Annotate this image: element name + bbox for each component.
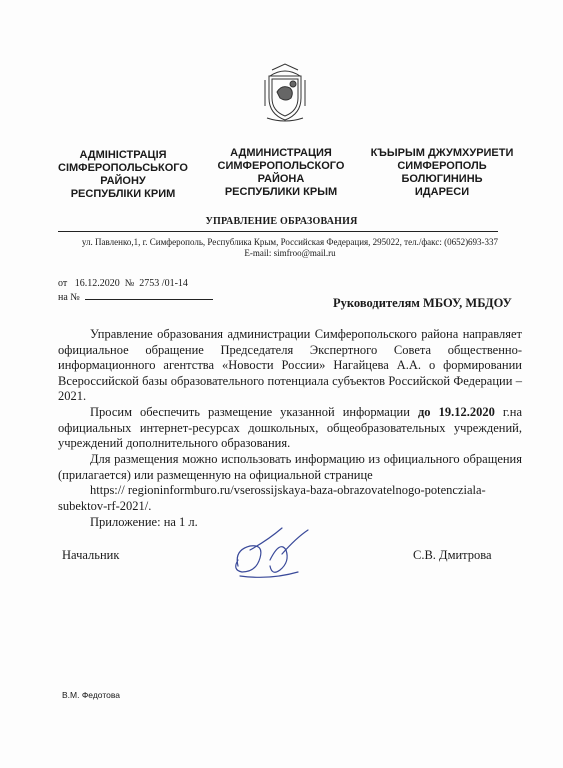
handwritten-signature-icon — [220, 520, 330, 586]
header-ua-line: СІМФЕРОПОЛЬСЬКОГО — [58, 162, 188, 174]
header-ua-line: АДМІНІСТРАЦІЯ — [79, 149, 167, 161]
url-block — [58, 483, 522, 514]
header-ukrainian — [48, 149, 198, 201]
paragraph-part: Просим обеспечить размещение указанной информации — [90, 405, 418, 419]
number-label: № — [124, 278, 135, 289]
header-divider — [58, 231, 498, 232]
header-crh-line: КЪЫРЫМ ДЖУМХУРИЕТИ — [370, 147, 514, 159]
deadline-date: до 19.12.2020 — [417, 405, 495, 419]
from-label: от — [58, 278, 68, 289]
header-ru-line: СИМФЕРОПОЛЬСКОГО — [217, 160, 345, 172]
header-crh-line: ИДАРЕСИ — [414, 186, 470, 198]
page-url-line-1: https:// regioninformburo.ru/vserossijskaya-baza-obrazovatelnogo-potencziala- — [90, 483, 486, 497]
department-title: УПРАВЛЕНИЕ ОБРАЗОВАНИЯ — [205, 216, 358, 227]
header-ua-line: РЕСПУБЛІКИ КРИМ — [70, 188, 176, 200]
header-ru-line: АДМИНИСТРАЦИЯ — [230, 147, 332, 159]
letter-number: 2753 /01-14 — [139, 278, 188, 289]
outgoing-reference — [58, 278, 188, 289]
body-paragraph-1 — [58, 327, 522, 405]
email-line: E-mail: simfroo@mail.ru — [244, 248, 336, 258]
body-paragraph-2 — [58, 405, 522, 452]
header-crh-line: СИМФЕРОПОЛЬ — [397, 160, 487, 172]
executor-name: В.М. Федотова — [62, 690, 121, 700]
incoming-reference — [58, 289, 213, 303]
header-ru-line: РЕСПУБЛИКИ КРЫМ — [224, 186, 338, 198]
paragraph-part: г.на официальных интернет-ресурсах дошкольных, общеобразовательных учреждений, учреждений дополнительного образования. — [58, 405, 522, 450]
paragraph-text — [58, 405, 522, 452]
letter-date: 16.12.2020 — [74, 278, 120, 289]
page-url-line-2: subektov-rf-2021/. — [58, 498, 152, 513]
header-crimean-tatar — [362, 147, 522, 199]
attachment-text: Приложение: на 1 л. — [90, 515, 198, 529]
signatory-name: С.В. Дмитрова — [413, 548, 492, 562]
on-number-label: на № — [58, 292, 80, 303]
header-crh-line: БОЛЮГИНИНЬ — [401, 173, 483, 185]
recipient: Руководителям МБОУ, МБДОУ — [333, 296, 512, 310]
header-ua-line: РАЙОНУ — [100, 175, 146, 187]
incoming-number-blank — [85, 289, 213, 300]
signatory-title: Начальник — [62, 548, 120, 562]
crimea-emblem-icon — [262, 62, 308, 124]
body-paragraph-3 — [58, 452, 522, 483]
header-ru-line: РАЙОНА — [257, 173, 305, 185]
header-russian — [206, 147, 356, 199]
paragraph-text: Для размещения можно использовать информацию из официального обращения (прилагается) или размещенную на официальной странице — [58, 452, 522, 482]
paragraph-text: Управление образования администрации Симферопольского района направляет официальное обращение Председателя Экспертного Совета общественно-информационного агентства «Новости России» Нагайцева А.А. о формировании Всероссийской базы образовательного потенциала субъектов Российской Федерации – 2021. — [58, 327, 522, 403]
address-line: ул. Павленко,1, г. Симферополь, Республика Крым, Российская Федерация, 295022, тел./факс: (0652)693-337 — [81, 237, 499, 247]
